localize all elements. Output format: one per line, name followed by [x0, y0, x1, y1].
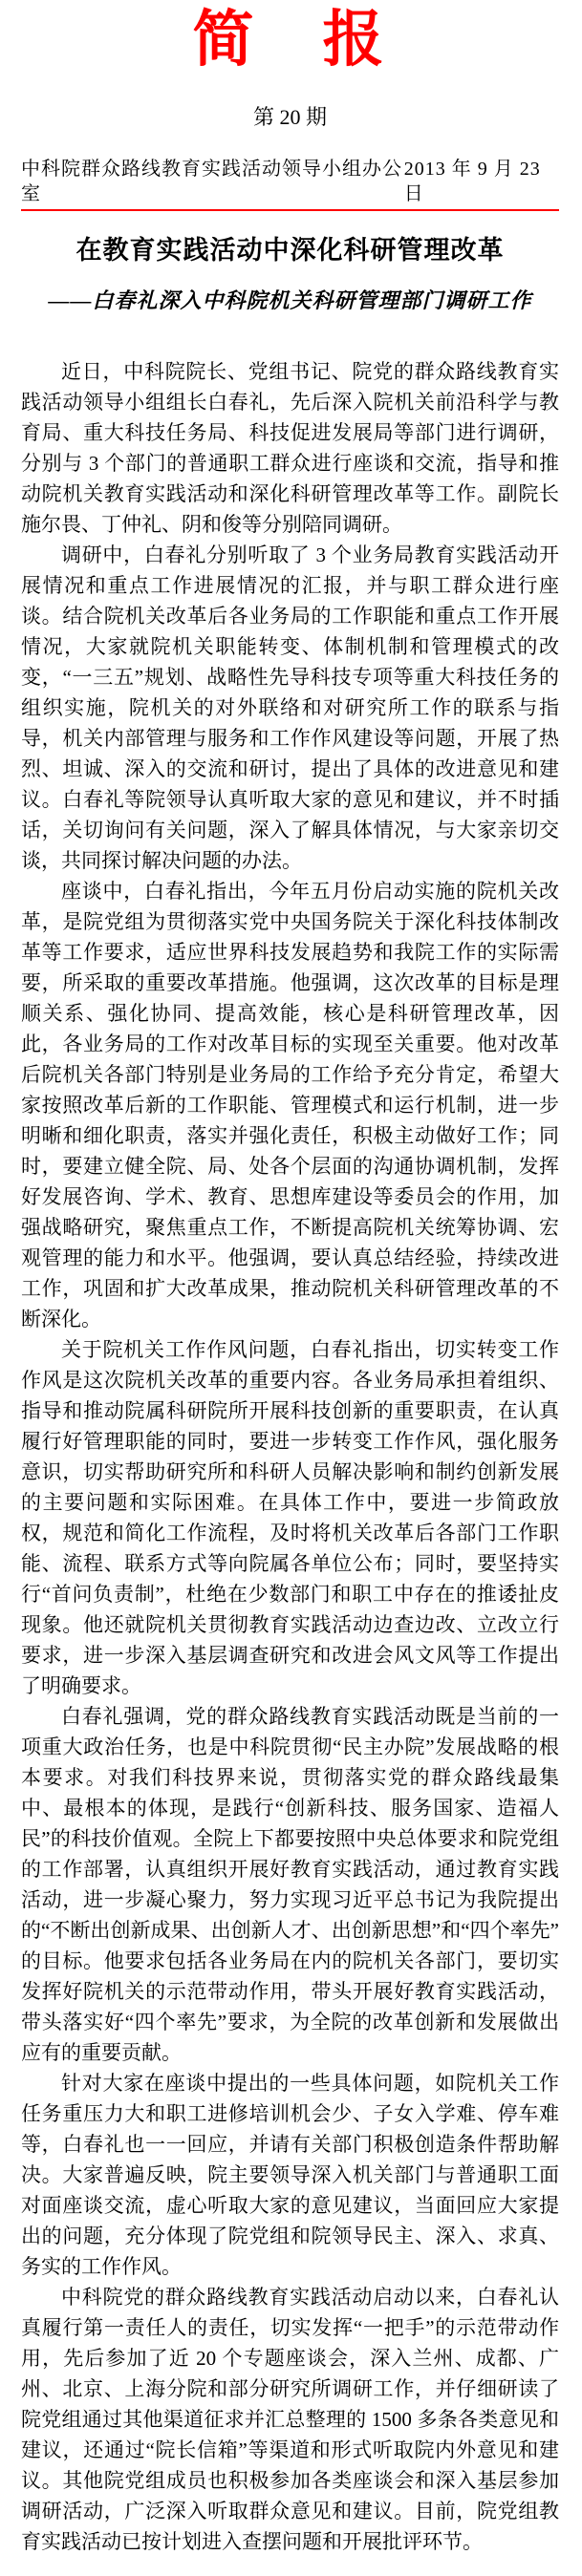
body-paragraph: 近日，中科院院长、党组书记、院党的群众路线教育实践活动领导小组组长白春礼，先后深入院机关前沿科学与教育局、重大科技任务局、科技促进发展局等部门进行调研，分别与 3 个部门的普通职工群众进行座谈和交流，指导和推动院机关教育实践活动和深化科研管理改革等工作。副院长施尔畏、丁仲礼、阴和俊等分别陪同调研。	[21, 360, 559, 536]
publication-date: 2013 年 9 月 23 日	[403, 159, 541, 204]
article	[21, 236, 559, 2557]
article-subtitle: ——白春礼深入中科院机关科研管理部门调研工作	[48, 288, 532, 312]
body-paragraph: 调研中，白春礼分别听取了 3 个业务局教育实践活动开展情况和重点工作进展情况的汇报，并与职工群众进行座谈。结合院机关改革后各业务局的工作职能和重点工作开展情况，大家就院机关职能转变、体制机制和管理模式的改变，“一三五”规划、战略性先导科技专项等重大科技任务的组织实施，院机关的对外联络和对研究所工作的联系与指导，机关内部管理与服务和工作作风建设等问题，开展了热烈、坦诚、深入的交流和研讨，提出了具体的改进意见和建议。白春礼等院领导认真听取大家的意见和建议，并不时插话，关切询问有关问题，深入了解具体情况，与大家亲切交谈，共同探讨解决问题的办法。	[21, 543, 559, 872]
body-paragraph: 白春礼强调，党的群众路线教育实践活动既是当前的一项重大政治任务，也是中科院贯彻“民主办院”发展战略的根本要求。对我们科技界来说，贯彻落实党的群众路线最集中、最根本的体现，是践行“创新科技、服务国家、造福人民”的科技价值观。全院上下都要按照中央总体要求和院党组的工作部署，认真组织开展好教育实践活动，通过教育实践活动，进一步凝心聚力，努力实现习近平总书记为我院提出的“不断出创新成果、出创新人才、出创新思想”和“四个率先”的目标。他要求包括各业务局在内的院机关各部门，要切实发挥好院机关的示范带动作用，带头开展好教育实践活动，带头落实好“四个率先”要求，为全院的改革创新和发展做出应有的重要贡献。	[21, 1705, 559, 2064]
article-title: 在教育实践活动中深化科研管理改革	[75, 236, 505, 265]
body-paragraph: 关于院机关工作作风问题，白春礼指出，切实转变工作作风是这次院机关改革的重要内容。各业务局承担着组织、指导和推动院属科研院所开展科技创新的重要职责，在认真履行好管理职能的同时，要进一步转变工作作风，强化服务意识，切实帮助研究所和科研人员解决影响和制约创新发展的主要问题和实际困难。在具体工作中，要进一步简政放权，规范和简化工作流程，及时将机关改革后各部门工作职能、流程、联系方式等向院属各单位公布；同时，要坚持实行“首问负责制”，杜绝在少数部门和职工中存在的推诿扯皮现象。他还就院机关贯彻教育实践活动边查边改、立改立行要求，进一步深入基层调查研究和改进会风文风等工作提出了明确要求。	[21, 1338, 559, 1697]
body-paragraph: 中科院党的群众路线教育实践活动启动以来，白春礼认真履行第一责任人的责任，切实发挥“一把手”的示范带动作用，先后参加了近 20 个专题座谈会，深入兰州、成都、广州、北京、上海分院和部分研究所调研工作，并仔细研读了院党组通过其他渠道征求并汇总整理的 1500 多条各类意见和建议，还通过“院长信箱”等渠道和形式听取院内外意见和建议。其他院党组成员也积极参加各类座谈会和深入基层参加调研活动，广泛深入听取群众意见和建议。目前，院党组教育实践活动已按计划进入查摆问题和开展批评环节。	[21, 2286, 559, 2553]
body-paragraph: 针对大家在座谈中提出的一些具体问题，如院机关工作任务重压力大和职工进修培训机会少、子女入学难、停车难等，白春礼也一一回应，并请有关部门积极创造条件帮助解决。大家普遍反映，院主要领导深入机关部门与普通职工面对面座谈交流，虚心听取大家的意见建议，当面回应大家提出的问题，充分体现了院党组和院领导民主、深入、求真、务实的工作作风。	[21, 2072, 559, 2278]
issue-number: 第 20 期	[252, 105, 327, 129]
article-body	[21, 356, 559, 2557]
publisher-name: 中科院群众路线教育实践活动领导小组办公室	[21, 159, 402, 204]
masthead-title: 简 报	[192, 5, 388, 75]
body-paragraph: 座谈中，白春礼指出，今年五月份启动实施的院机关改革，是院党组为贯彻落实党中央国务院关于深化科技体制改革等工作要求，适应世界科技发展趋势和我院工作的实际需要，所采取的重要改革措施。他强调，这次改革的目标是理顺关系、强化协同、提高效能，核心是科研管理改革，因此，各业务局的工作对改革目标的实现至关重要。他对改革后院机关各部门特别是业务局的工作给予充分肯定，希望大家按照改革后新的工作职能、管理模式和运行机制，进一步明晰和细化职责，落实并强化责任，积极主动做好工作；同时，要建立健全院、局、处各个层面的沟通协调机制，发挥好发展咨询、学术、教育、思想库建设等委员会的作用，加强战略研究，聚焦重点工作，不断提高院机关统筹协调、宏观管理的能力和水平。他强调，要认真总结经验，持续改进工作，巩固和扩大改革成果，推动院机关科研管理改革的不断深化。	[21, 880, 559, 1331]
publication-line	[21, 157, 559, 211]
